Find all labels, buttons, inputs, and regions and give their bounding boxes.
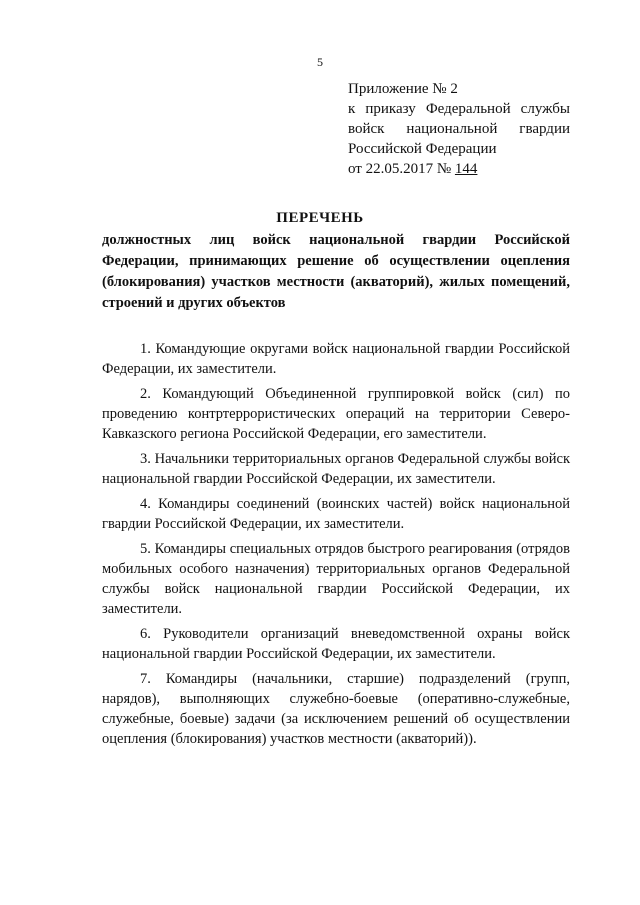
appendix-label: Приложение № 2 (348, 81, 458, 97)
list-item: 3. Начальники территориальных органов Федеральной службы войск национальной гвардии Российской Федерации, их заместители. (102, 451, 570, 487)
list-item: 7. Командиры (начальники, старшие) подразделений (групп, нарядов), выполняющих служебно-боевые (оперативно-служебные, служебные, боевые) задачи (за исключением решений об осуществлении оцепления (блокирования) участков местности (акваторий)). (102, 671, 570, 747)
appendix-country: Российской Федерации (348, 141, 497, 157)
list-item: 4. Командиры соединений (воинских частей) войск национальной гвардии Российской Федерации, их заместители. (102, 496, 570, 532)
document-title: ПЕРЕЧЕНЬ (276, 210, 364, 226)
appendix-date-line (348, 159, 570, 179)
list-item: 6. Руководители организаций вневедомственной охраны войск национальной гвардии Российской Федерации, их заместители. (102, 626, 570, 662)
page-number: 5 (317, 55, 323, 69)
appendix-order-number: 144 (454, 161, 478, 177)
appendix-order-ref: к приказу Федеральной службы (348, 101, 570, 117)
list-item: 2. Командующий Объединенной группировкой войск (сил) по проведению контртеррористических операций на территории Северо-Кавказского региона Российской Федерации, его заместители. (102, 386, 570, 442)
list-item: 5. Командиры специальных отрядов быстрого реагирования (отрядов мобильных особого назначения) территориальных органов Федеральной службы войск национальной гвардии Российской Федерации, их заместители. (102, 541, 570, 617)
officials-list (102, 339, 570, 754)
appendix-date: от 22.05.2017 № (348, 161, 455, 177)
appendix-agency: войск национальной гвардии (348, 121, 570, 137)
appendix-block (348, 79, 570, 179)
document-subtitle: должностных лиц войск национальной гвардии Российской Федерации, принимающих решение об осуществлении оцепления (блокирования) участков местности (акваторий), жилых помещений, строений и других объектов (102, 232, 570, 311)
list-item: 1. Командующие округами войск национальной гвардии Российской Федерации, их заместители. (102, 341, 570, 377)
